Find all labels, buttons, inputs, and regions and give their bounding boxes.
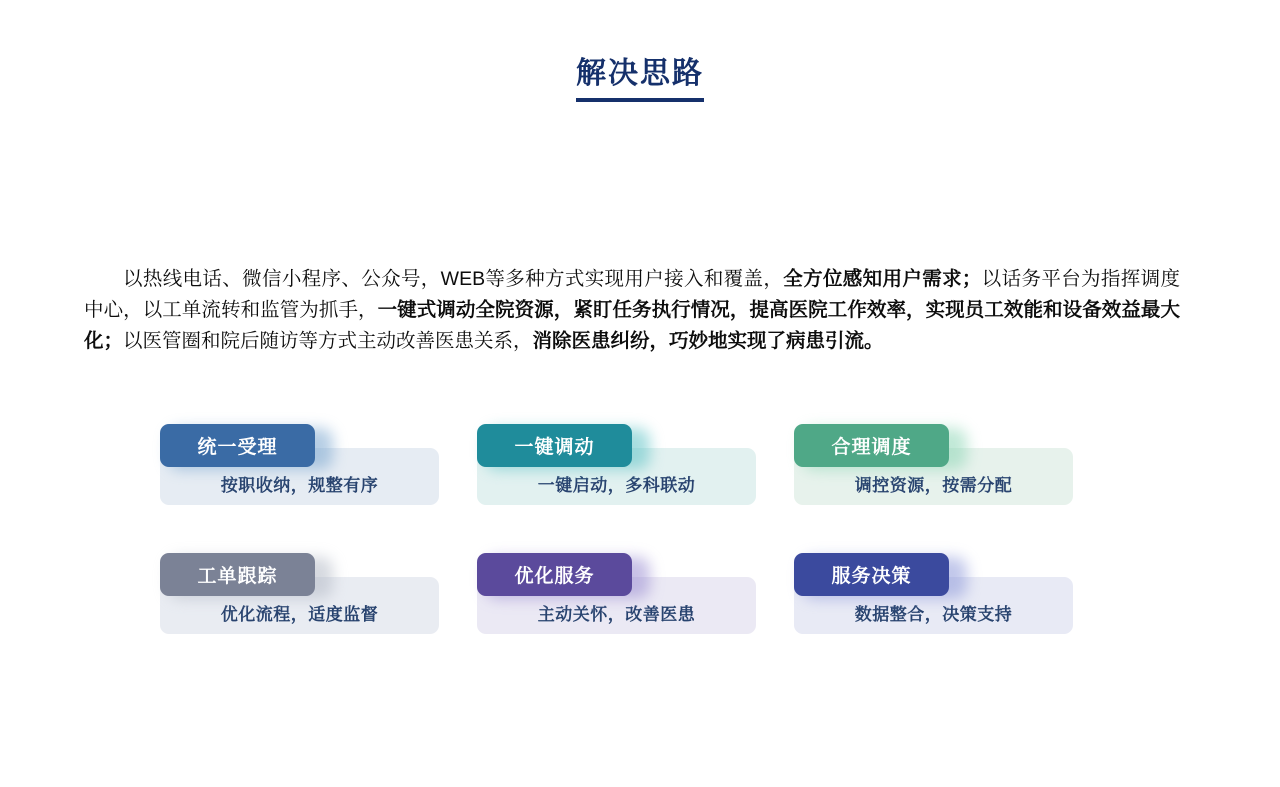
card-item[interactable] [477,553,756,653]
card-head[interactable] [160,424,315,467]
card-item[interactable] [160,553,439,653]
card-head-label: 合理调度 [831,437,912,458]
card-head[interactable] [794,424,949,467]
card-head[interactable] [477,424,632,467]
card-body-label: 按职收纳，规整有序 [220,476,379,495]
card-body-label: 调控资源，按需分配 [854,476,1013,495]
card-head-label: 优化服务 [514,566,595,587]
card-head[interactable] [477,553,632,596]
card-item[interactable] [794,553,1073,653]
card-row [160,424,1120,524]
card-item[interactable] [794,424,1073,524]
page-title: 解决思路 [576,56,704,102]
card-row [160,553,1120,653]
card-item[interactable] [477,424,756,524]
card-body-label: 一键启动，多科联动 [537,476,696,495]
card-head[interactable] [794,553,949,596]
card-body-label: 优化流程，适度监督 [220,605,379,624]
card-body-label: 主动关怀，改善医患 [537,605,696,624]
card-grid [160,424,1120,682]
page-title-container [0,56,1280,102]
card-head-label: 统一受理 [197,437,278,458]
card-head[interactable] [160,553,315,596]
card-body-label: 数据整合，决策支持 [854,605,1013,624]
intro-paragraph: 以热线电话、微信小程序、公众号，WEB等多种方式实现用户接入和覆盖，全方位感知用户需求；以话务平台为指挥调度中心，以工单流转和监管为抓手，一键式调动全院资源，紧盯任务执行情况，提高医院工作效率，实现员工效能和设备效益最大化；以医管圈和院后随访等方式主动改善医患关系，消除医患纠纷，巧妙地实现了病患引流。 [84,268,1180,352]
card-item[interactable] [160,424,439,524]
card-head-label: 服务决策 [831,566,912,587]
card-head-label: 工单跟踪 [197,566,278,587]
card-head-label: 一键调动 [514,437,595,458]
